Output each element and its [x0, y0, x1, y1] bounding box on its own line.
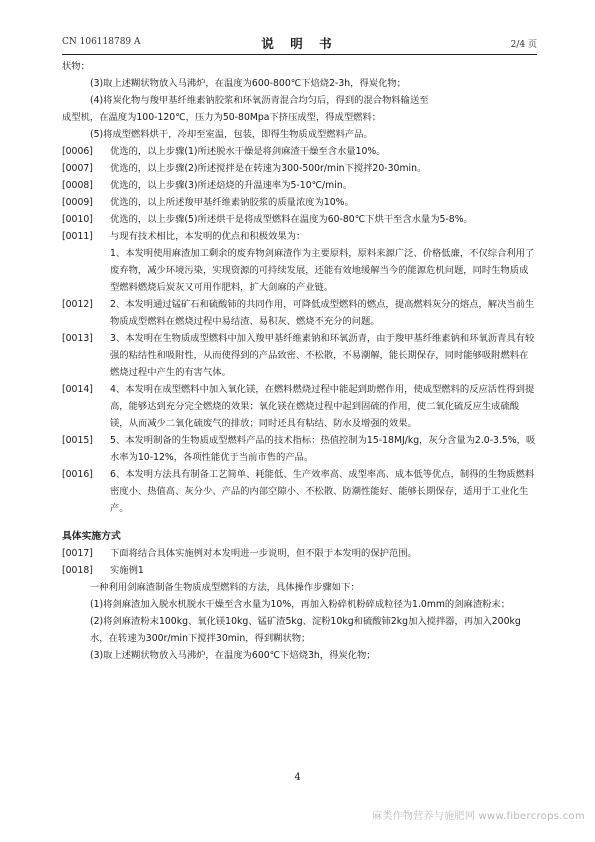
- paragraph-number: [0008]: [62, 180, 93, 191]
- paragraph-number: [0014]: [62, 384, 93, 395]
- text-line: (4)将炭化物与羧甲基纤维素钠胶浆和环氧沥青混合均匀后，得到的混合物料输送至: [90, 95, 429, 106]
- text-line: (5)将成型燃料烘干，冷却至室温，包装，即得生物质成型燃料产品。: [90, 129, 373, 140]
- paragraph-number: [0007]: [62, 163, 93, 174]
- paragraph-0010: [62, 211, 537, 228]
- paragraph-number: [0018]: [62, 565, 93, 576]
- paragraph-number: [0009]: [62, 197, 93, 208]
- paragraph-number: [0006]: [62, 146, 93, 157]
- paragraph-0017: [62, 545, 537, 562]
- paragraph-number: [0015]: [62, 435, 93, 446]
- paragraph-text: 实施例1: [110, 565, 144, 576]
- document-title: 说 明 书: [261, 36, 338, 51]
- paragraph-text: 3、本发明在生物质成型燃料中加入羧甲基纤维素钠和环氧沥青，由于羧甲基纤维素钠和环氧沥青具有较强的粘结性和吸附性，从而使得到的产品致密、不松散，不易潮解，能长期保存，同时能够吸附燃料在燃烧过程中产生的有害气体。: [110, 333, 535, 378]
- example-step: (2)将剑麻渣粉末100kg、氧化镁10kg、锰矿渣5kg、淀粉10kg和硫酸铈2kg加入搅拌器，再加入200kg水，在转速为300r/min下搅拌30min，得到糊状物；: [90, 616, 521, 644]
- paragraph-text: 下面将结合具体实施例对本发明进一步说明，但不限于本发明的保护范围。: [110, 548, 417, 559]
- paragraph-0009: [62, 194, 537, 211]
- text-line: 成型机，在温度为100-120℃，压力为50-80Mpa下挤压成型，得成型燃料；: [62, 112, 382, 123]
- paragraph-number: [0012]: [62, 299, 93, 310]
- paragraph-0006: [62, 143, 537, 160]
- paragraph-text: 优选的，以上步骤(2)所述搅拌是在转速为300-500r/min下搅拌20-30min。: [110, 163, 427, 174]
- paragraph-text: 4、本发明在成型燃料中加入氧化镁，在燃料燃烧过程中能起到助燃作用，使成型燃料的反应活性得到提高，能够达到充分完全燃烧的效果；氧化镁在燃烧过程中起到固硫的作用，使二氧化硫反应生成硫酸镁，从而减少二氧化硫废气的排放；同时还具有粘结、防水及增强的效果。: [110, 384, 535, 429]
- section-heading: 具体实施方式: [62, 531, 121, 542]
- page-number: 4: [294, 772, 301, 783]
- paragraph-number: [0013]: [62, 333, 93, 344]
- paragraph-0016: [62, 466, 537, 517]
- paragraph-text: 6、本发明方法具有制备工艺简单、耗能低、生产效率高、成型率高、成本低等优点，制得的生物质燃料密度小、热值高、灰分少、产品的内部空隙小、不松散、防潮性能好、能够长期保存，适用于工业化生产。: [110, 469, 535, 514]
- header-rule: [62, 54, 537, 55]
- paragraph-0015: [62, 432, 537, 466]
- paragraph-text: 5、本发明制备的生物质成型燃料产品的技术指标：热值控制为15-18MJ/kg，灰分含量为2.0-3.5%，吸水率为10-12%，各项性能优于当前市售的产品。: [110, 435, 536, 463]
- paragraph-number: [0010]: [62, 214, 93, 225]
- paragraph-text: 优选的，以上步骤(1)所述脱水干燥是将剑麻渣干燥至含水量10%。: [110, 146, 386, 157]
- paragraph-number: [0017]: [62, 548, 93, 559]
- paragraph-0008: [62, 177, 537, 194]
- paragraph-text: 优选的，以上所述羧甲基纤维素钠胶浆的质量浓度为10%。: [110, 197, 354, 208]
- patent-number: CN 106118789 A: [62, 37, 141, 47]
- paragraph-0012: [62, 296, 537, 330]
- example-step: (3)取上述糊状物放入马沸炉，在温度为600℃下焙烧3h，得炭化物；: [90, 650, 376, 661]
- paragraph-0011: [62, 228, 537, 245]
- page-header: [62, 34, 537, 50]
- text-line: (3)取上述糊状物放入马沸炉，在温度为600-800℃下焙烧2-3h，得炭化物；: [90, 78, 406, 89]
- paragraph-text: 优选的，以上步骤(5)所述烘干是将成型燃料在温度为60-80℃下烘干至含水量为5-8%。: [110, 214, 473, 225]
- example-step: (1)将剑麻渣加入脱水机脱水干燥至含水量为10%，再加入粉碎机粉碎成粒径为1.0mm的剑麻渣粉末；: [90, 599, 511, 610]
- paragraph-text: 2、本发明通过锰矿石和硫酸铈的共同作用，可降低成型燃料的燃点，提高燃料灰分的熔点，解决当前生物质成型燃料在燃烧过程中易结渣、易积灰、燃烧不充分的问题。: [110, 299, 535, 327]
- example-text: 一种利用剑麻渣制备生物质成型燃料的方法，具体操作步骤如下：: [90, 582, 360, 593]
- paragraph-0007: [62, 160, 537, 177]
- text-line: 状物；: [62, 61, 90, 72]
- paragraph-text: 优选的，以上步骤(3)所述焙烧的升温速率为5-10℃/min。: [110, 180, 353, 191]
- document-body: [62, 58, 537, 664]
- paragraph-0014: [62, 381, 537, 432]
- paragraph-text: 与现有技术相比，本发明的优点和积极效果为：: [110, 231, 306, 242]
- paragraph-0018: [62, 562, 537, 579]
- paragraph-0011-body: 1、本发明使用麻渣加工剩余的废弃物剑麻渣作为主要原料，原料来源广泛、价格低廉，不仅综合利用了废弃物，减少环境污染，实现资源的可持续发展，还能有效地缓解当今的能源危机问题，同时生物质成型燃料燃烧后炭灰又可用作肥料，扩大剑麻的产业链。: [110, 248, 535, 293]
- paragraph-number: [0016]: [62, 469, 93, 480]
- page-info: 2/4 页: [510, 40, 537, 50]
- paragraph-0013: [62, 330, 537, 381]
- paragraph-number: [0011]: [62, 231, 93, 242]
- section-gap: [62, 517, 537, 528]
- watermark-text: 麻类作物营养与施肥网 www.fibercrops.com: [372, 811, 585, 822]
